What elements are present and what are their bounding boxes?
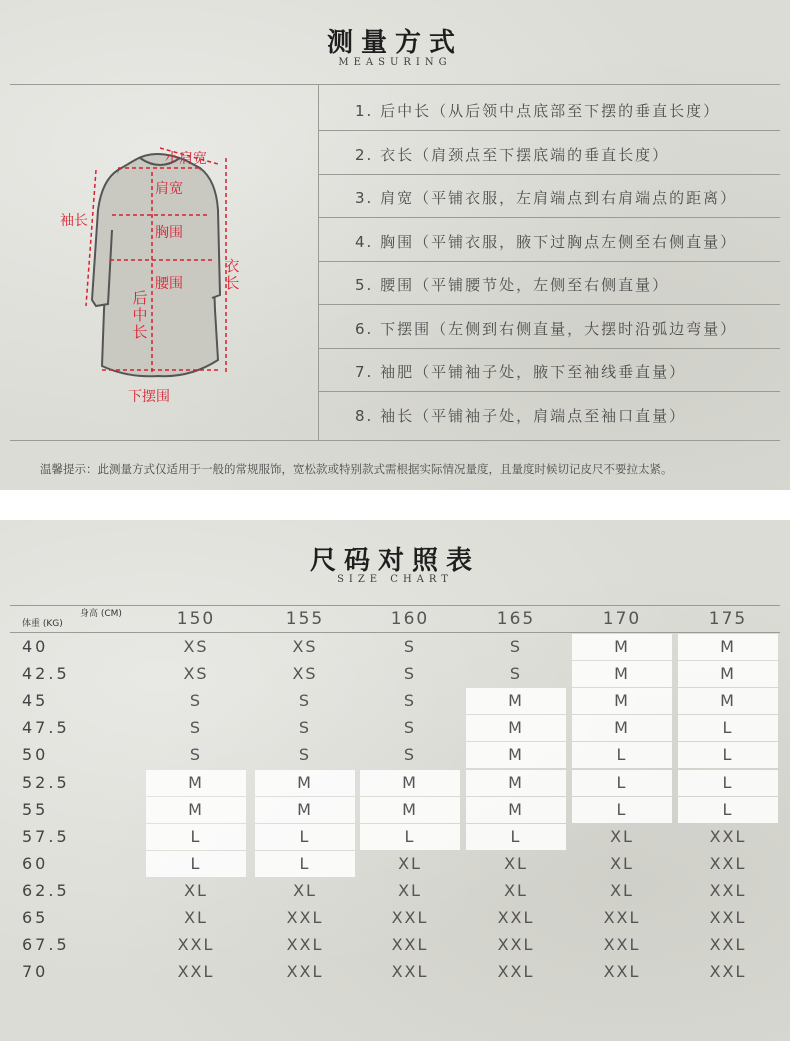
size-cell: XXL [497,908,535,927]
height-header-cell: 175 [708,609,748,629]
size-cell: XXL [286,935,324,955]
measure-item: 5. 腰围（平铺腰节处，左侧至右侧直量） [355,276,670,294]
size-cell: L [678,742,778,768]
size-chart-title: 尺码对照表 [309,546,480,576]
size-cell: S [189,745,203,765]
size-cell: S [298,718,312,738]
divider [318,217,780,218]
size-cell: M [360,797,460,823]
label-small-shoulder: 小肩宽 [165,151,207,167]
size-cell: XL [398,880,422,900]
divider [318,84,319,440]
size-cell: XXL [391,962,429,982]
size-cell: L [678,770,778,796]
height-header-cell: 155 [285,609,325,629]
size-cell: L [572,742,672,768]
label-waist: 腰围 [155,276,183,292]
size-cell: XL [610,853,634,873]
measure-item: 2. 衣长（肩颈点至下摆底端的垂直长度） [355,145,670,164]
size-chart-subtitle: SIZE CHART [337,574,453,585]
size-cell: XS [183,637,209,656]
weight-label: 55 [22,799,49,819]
size-cell: XL [184,908,208,927]
size-cell: M [678,634,778,660]
size-cell: XXL [709,853,747,873]
divider [318,391,780,392]
size-cell: XL [184,880,208,900]
size-cell: M [678,688,778,714]
size-cell: M [255,797,355,823]
measure-item: 1. 后中长（从后领中点底部至下摆的垂直长度） [355,102,721,120]
label-hem: 下摆围 [128,389,170,405]
size-cell: M [466,770,566,796]
size-cell: M [572,661,672,687]
measure-item: 3. 肩宽（平铺衣服，左肩端点到右肩端点的距离） [355,189,738,207]
size-cell: S [403,691,417,711]
size-cell: M [466,797,566,823]
size-cell: S [403,664,417,684]
size-cell: XXL [391,908,429,927]
size-cell: XS [183,664,209,684]
size-cell: XXL [709,962,747,982]
weight-header: 体重 (KG) [22,619,63,629]
measure-item: 7. 袖肥（平铺袖子处，腋下至袖线垂直量） [355,363,687,381]
size-cell: XS [292,637,318,656]
size-cell: S [298,745,312,765]
size-cell: XXL [709,826,747,846]
weight-label: 65 [22,908,49,927]
size-cell: XL [610,880,634,900]
size-cell: S [403,637,417,656]
size-cell: L [678,797,778,823]
label-shoulder: 肩宽 [155,181,183,197]
size-cell: XL [610,826,634,846]
size-cell: XL [293,880,317,900]
size-cell: XS [292,664,318,684]
size-cell: M [572,715,672,741]
garment-diagram [40,120,300,420]
size-cell: L [255,851,355,877]
size-cell: M [572,634,672,660]
height-header-cell: 150 [176,609,216,629]
size-cell: S [298,691,312,711]
measure-item: 4. 胸围（平铺衣服，腋下过胸点左侧至右侧直量） [355,232,738,251]
size-cell: XXL [286,962,324,982]
weight-label: 57.5 [22,826,70,846]
divider [10,440,780,441]
size-cell: M [466,688,566,714]
size-cell: S [189,691,203,711]
size-cell: XXL [603,935,641,955]
size-cell: L [255,824,355,850]
divider [10,84,780,85]
weight-label: 50 [22,745,49,765]
weight-label: 62.5 [22,880,70,900]
divider [318,261,780,262]
size-cell: L [360,824,460,850]
divider [318,348,780,349]
weight-label: 67.5 [22,935,70,955]
measuring-subtitle: MEASURING [338,57,452,68]
divider [10,605,780,606]
size-cell: S [189,718,203,738]
size-cell: M [360,770,460,796]
weight-label: 47.5 [22,718,70,738]
height-header-cell: 160 [390,609,430,629]
divider [318,174,780,175]
size-cell: XXL [709,935,747,955]
measure-item: 6. 下摆围（左侧到右侧直量，大摆时沿弧边弯量） [355,319,738,338]
size-cell: XXL [286,908,324,927]
size-cell: XL [398,853,422,873]
measure-item: 8. 袖长（平铺袖子处，肩端点至袖口直量） [355,406,687,425]
label-back-center: 后中长 [132,289,148,341]
size-cell: S [403,745,417,765]
size-cell: S [509,637,523,656]
weight-label: 45 [22,691,49,711]
weight-label: 40 [22,637,49,656]
size-cell: M [466,742,566,768]
divider [318,304,780,305]
size-cell: M [146,797,246,823]
size-cell: M [255,770,355,796]
label-sleeve: 袖长 [60,213,88,229]
size-cell: XXL [391,935,429,955]
size-cell: XXL [709,908,747,927]
label-chest: 胸围 [155,225,183,241]
size-cell: XXL [497,935,535,955]
size-cell: M [678,661,778,687]
measuring-note: 温馨提示：此测量方式仅适用于一般的常规服饰，宽松款或特别款式需根据实际情况量度，且量度时候切记皮尺不要拉太紧。 [40,462,673,476]
size-cell: XXL [603,908,641,927]
size-cell: L [146,851,246,877]
size-cell: L [466,824,566,850]
height-header-cell: 170 [602,609,642,629]
size-cell: XL [504,853,528,873]
weight-label: 70 [22,962,49,982]
size-cell: M [466,715,566,741]
size-cell: L [572,797,672,823]
size-cell: S [403,718,417,738]
weight-label: 60 [22,853,49,873]
height-header-cell: 165 [496,609,536,629]
height-header: 身高 (CM) [80,609,122,619]
size-cell: L [146,824,246,850]
size-cell: L [572,770,672,796]
size-cell: S [509,664,523,684]
size-cell: M [146,770,246,796]
size-cell: XXL [497,962,535,982]
divider [318,130,780,131]
size-cell: XXL [177,935,215,955]
size-cell: XXL [177,962,215,982]
size-cell: XXL [603,962,641,982]
weight-label: 52.5 [22,772,70,792]
size-cell: XL [504,880,528,900]
measuring-title: 测量方式 [326,28,463,58]
size-cell: M [572,688,672,714]
size-cell: L [678,715,778,741]
divider [10,632,780,633]
size-cell: XXL [709,880,747,900]
label-length: 衣长 [224,257,240,292]
weight-label: 42.5 [22,664,70,684]
